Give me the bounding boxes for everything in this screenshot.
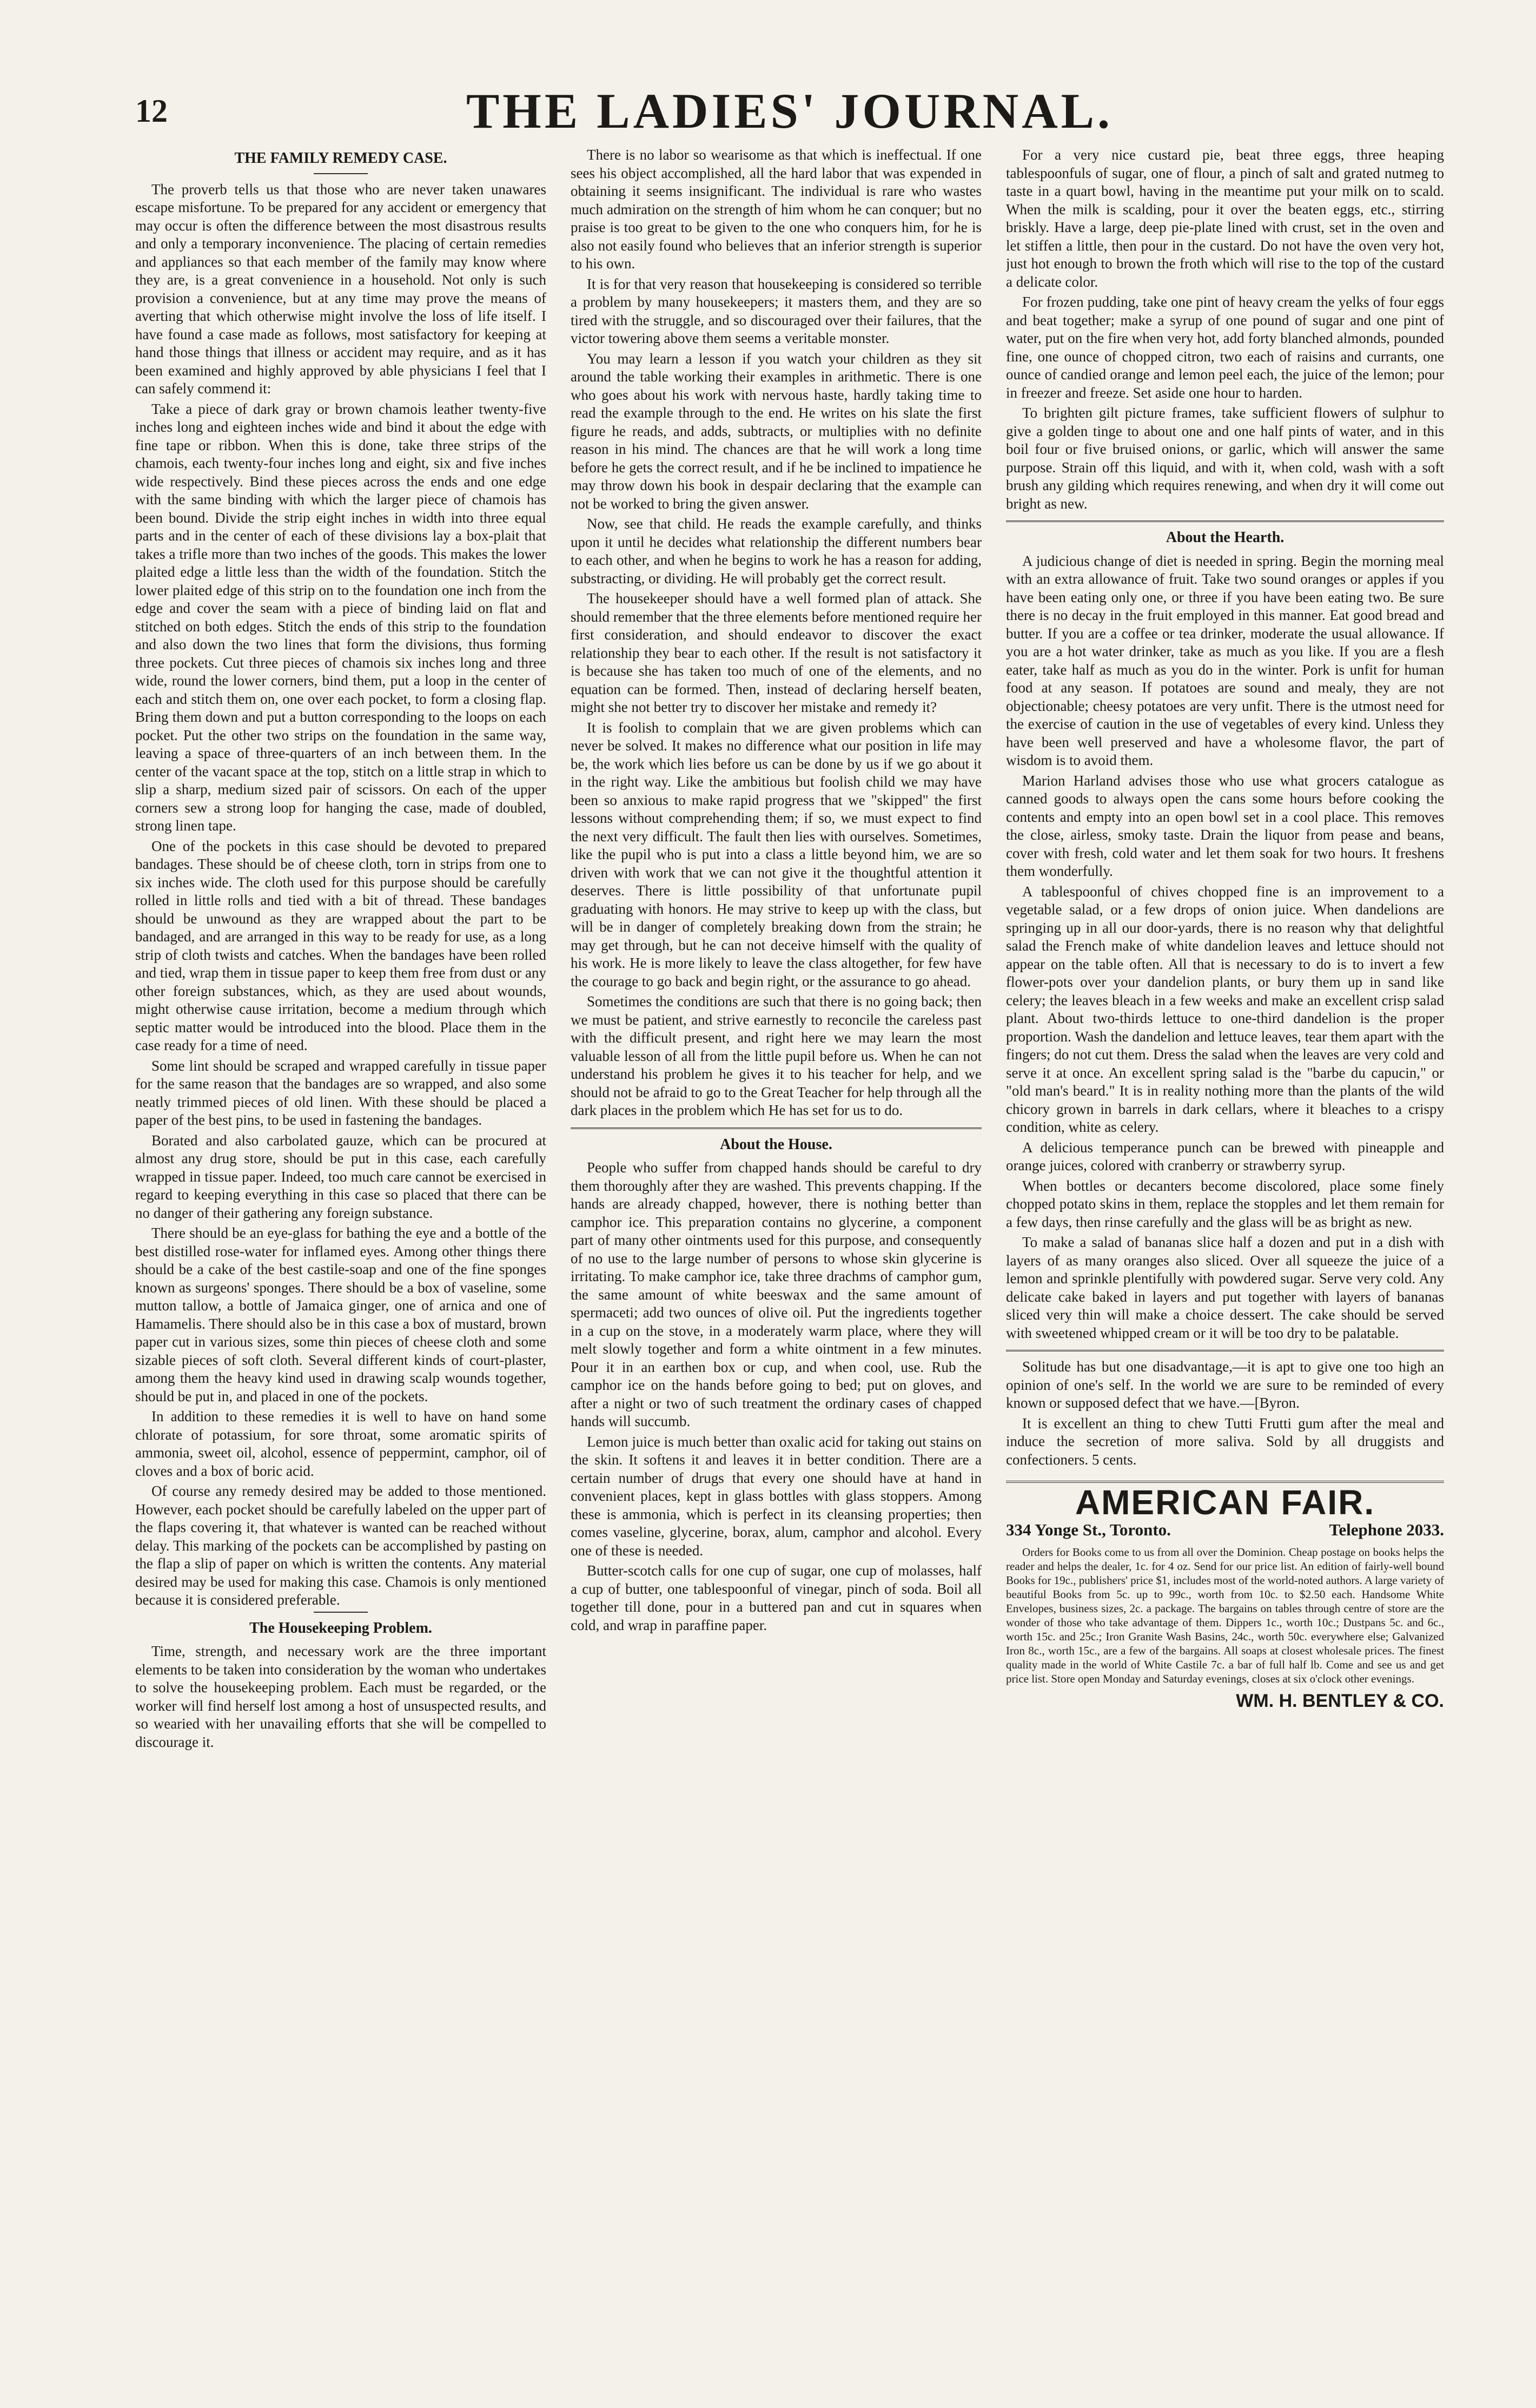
paragraph: People who suffer from chapped hands should be careful to dry them thoroughly after they are washed. This prevents chapping. If the hands are already chapped, however, there is nothing better than camphor ice. This preparation contains no glycerine, a component part of many other ointments used for this purpose, and consequently of no use to the large number of persons to whose skin glycerine is irritating. To make camphor ice, take three drachms of camphor gum, the same amount of white beeswax and the same amount of spermaceti; add two ounces of olive oil. Put the ingredients together in a cup on the stove, in a moderately warm place, where they will melt slowly together and form a white ointment in a few minutes. Pour it in an earthen box or cup, and when cool, use. Rub the camphor ice on the hands before going to bed; put on gloves, and after a night or two of such treatment the ordinary cases of chapped hands will succumb.	[571, 1159, 982, 1429]
journal-title: THE LADIES' JOURNAL.	[466, 83, 1114, 138]
paragraph: Now, see that child. He reads the example carefully, and thinks upon it until he decides what relationship the different numbers bear to each other, and when he begins to work he has a reason for adding, substracting, or dividing. He will probably get the correct result.	[571, 516, 982, 586]
section-rule	[314, 1612, 368, 1613]
article-heading-housekeeping-problem: The Housekeeping Problem.	[249, 1619, 432, 1637]
paragraph: For frozen pudding, take one pint of heavy cream the yelks of four eggs and beat together; make a syrup of one pound of sugar and one pint of water, put on the fire when very hot, add forty blanched almonds, pounded fine, one ounce of chopped citron, two each of raisins and currants, one ounce of candied orange and lemon peel each, the juice of the lemon; pour in freezer and freeze. Set aside one hour to harden.	[1006, 294, 1444, 401]
masthead	[135, 81, 1444, 141]
paragraph: Solitude has but one disadvantage,—it is apt to give one too high an opinion of one's self. In the world we are sure to be reminded of every known or supposed defect that we have.—[Byron.	[1006, 1358, 1444, 1411]
paragraph: When bottles or decanters become discolored, place some finely chopped potato skins in them, replace the stopples and let them remain for a few days, then rinse carefully and the glass will be as bright as new.	[1006, 1177, 1444, 1230]
paragraph: Sometimes the conditions are such that there is no going back; then we must be patient, and strive earnestly to reconcile the careless past with the difficult present, and right here we may learn the most valuable lesson of all from the little pupil before us. When he can not understand his problem he gives it to his teacher for help, and we should not be afraid to go to the Great Teacher for help through all the dark places in the problem which He has set for us to do.	[571, 993, 982, 1118]
paragraph: In addition to these remedies it is well to have on hand some chlorate of potassium, for sore throat, some aromatic spirits of ammonia, sweet oil, alcohol, essence of peppermint, camphor, oil of cloves and a box of boric acid.	[135, 1408, 546, 1479]
ad-address: 334 Yonge St., Toronto.	[1006, 1520, 1171, 1539]
paragraph: Take a piece of dark gray or brown chamois leather twenty-five inches long and eighteen inches wide and bind it about the edge with fine tape or ribbon. When this is done, take three strips of the chamois, each twenty-four inches long and eight, six and five inches wide respectively. Bind these pieces across the ends and one edge with the same binding with which the larger piece of chamois has been bound. Divide the strip eight inches in width into three equal parts and in the center of each of these divisions lay a box-plait that takes a trifle more than two inches of the goods. This makes the lower plaited edge a little less than the width of the foundation. Stitch the lower plaited edge of this strip on to the foundation one inch from the edge and cover the seam with a piece of binding laid on flat and stitched on both edges. Stitch the ends of this strip to the foundation and also down the two lines that form the divisions, thus forming three pockets. Cut three pieces of chamois six inches long and three wide, round the lower corners, bind them, put a loop in the center of each and stitch them on, one over each pocket, to form a closing flap. Bring them down and put a button corresponding to the loops on each pocket. Put the other two strips on the foundation in the same way, leaving a space of three-quarters of an inch between them. In the center of the vacant space at the top, stitch on a little strap in which to slip a sharp, medium sized pair of scissors. On each of the upper corners sew a strong loop for hanging the case, made of doubled, strong linen tape.	[135, 400, 546, 834]
paragraph: For a very nice custard pie, beat three eggs, three heaping tablespoonfuls of sugar, one of flour, a pinch of salt and grated nutmeg to taste in a quart bowl, having in the meantime put your milk on to scald. When the milk is scalding, pour it over the beaten eggs, etc., stirring briskly. Have a large, deep pie-plate lined with crust, set in the oven and let stiffen a little, then pour in the custard. Do not have the oven very hot, just hot enough to brown the froth which will rise to the top of the custard a delicate color.	[1006, 147, 1444, 290]
section-rule	[1006, 520, 1444, 522]
paragraph: There is no labor so wearisome as that which is ineffectual. If one sees his object accomplished, all the hard labor that was expended in obtaining it seems insignificant. The individual is rare who wastes much admiration on the strength of him whom he can conquer; but no praise is too great to be given to the one who conquers him, for he is also not easily found who believes that an inferior strength is superior to his own.	[571, 147, 982, 272]
paragraph: The proverb tells us that those who are never taken unawares escape misfortune. To be prepared for any accident or emergency that may occur is often the difference between the most disastrous results and only a temporary inconvenience. The placing of certain remedies and appliances so that each member of the family may know where they are, is a great convenience in a household. Not only is such provision a convenience, but at any time may prove the means of averting that which otherwise might involve the loss of life itself. I have found a case made as follows, most satisfactory for keeping at hand those things that illness or accident may require, and as it has been examined and highly approved by able physicians I feel that I can safely commend it:	[135, 181, 546, 397]
paragraph: Borated and also carbolated gauze, which can be procured at almost any drug store, should be put in this case, each carefully wrapped in tissue paper. Indeed, too much care cannot be exercised in regard to keeping everything in this case so placed that there can be no danger of their gathering any foreign substance.	[135, 1132, 546, 1221]
paragraph: To make a salad of bananas slice half a dozen and put in a dish with layers of as many oranges also sliced. Over all squeeze the juice of a lemon and sprinkle plentifully with powdered sugar. Serve very cold. Any delicate cake baked in layers and put together with layers of bananas sliced very thin will make a choice dessert. The cake should be served with sweetened whipped cream or it will be too dry to be palatable.	[1006, 1234, 1444, 1341]
paragraph: A tablespoonful of chives chopped fine is an improvement to a vegetable salad, or a few drops of onion juice. When dandelions are springing up in all our door-yards, there is no reason why that delightful salad the French make of white dandelion leaves and lettuce should not appear on the table often. All that is necessary to do is to invert a few flower-pots over your dandelion plants, or bury them up in sand like celery; the leaves bleach in a few weeks and make an excellent crisp salad plant. About two-thirds lettuce to one-third dandelion is the proper proportion. Wash the dandelion and lettuce leaves, tear them apart with the fingers; do not cut them. Dress the salad when the leaves are very cold and serve it at once. An excellent spring salad is the "barbe du capucin," or "old man's beard." It is in reality nothing more than the plants of the wild chicory grown in barrels in dark cellars, where it bleaches to a crispy condition, white as celery.	[1006, 883, 1444, 1135]
column-3	[1006, 146, 1444, 2364]
ad-contact-line	[1006, 1521, 1444, 1539]
article-heading-family-remedy-case: THE FAMILY REMEDY CASE.	[234, 150, 447, 167]
paragraph: To brighten gilt picture frames, take sufficient flowers of sulphur to give a golden tinge to about one and one half pints of water, and in this boil four or five bruised onions, or garlic, which will answer the same purpose. Strain off this liquid, and with it, when cold, wash with a soft brush any gilding which requires renewing, and when dry it will come out bright as new.	[1006, 405, 1444, 512]
paragraph: Marion Harland advises those who use what grocers catalogue as canned goods to always open the cans some hours before cooking the contents and empty into an open bowl set in a cool place. This removes the close, airless, smoky taste. Drain the liquor from pease and beans, cover with fresh, cold water and let them soak for two hours. It freshens them wonderfully.	[1006, 772, 1444, 879]
paragraph: There should be an eye-glass for bathing the eye and a bottle of the best distilled rose-water for inflamed eyes. Among other things there should be a cake of the best castile-soap and one of the fine sponges known as surgeons' sponges. There should be a box of vaseline, some mutton tallow, a bottle of Jamaica ginger, one of arnica and one of Hamamelis. There should also be in this case a box of mustard, brown paper cut in various sizes, some thin pieces of cheese cloth and some sizable pieces of soft cloth. Several different kinds of court-plaster, among them the heavy kind used in drawing scalp wounds together, should be put in, and placed in one of the pockets.	[135, 1225, 546, 1404]
paragraph: It is excellent an thing to chew Tutti Frutti gum after the meal and induce the secretion of more saliva. Sold by all druggists and confectioners. 5 cents.	[1006, 1415, 1444, 1468]
paragraph: The housekeeper should have a well formed plan of attack. She should remember that the three elements before mentioned require her first consideration, and should endeavor to discover the exact relationship they bear to each other. If the result is not satisfactory it is because she has taken too much of one of the elements, and no equation can be formed. Then, instead of declaring herself beaten, might she not better try to discover her mistake and remedy it?	[571, 590, 982, 715]
paragraph: Butter-scotch calls for one cup of sugar, one cup of molasses, half a cup of butter, one tablespoonful of vinegar, pinch of soda. Boil all together till done, pour in a buttered pan and cut in squares when cold, and wrap in paraffine paper.	[571, 1562, 982, 1633]
paragraph: It is foolish to complain that we are given problems which can never be solved. It makes no difference what our position in life may be, the work which lies before us can be done by us if we go about it in the right way. Like the ambitious but foolish child we may have been so anxious to make rapid progress that we "skipped" the first lessons without comprehending them; if so, we must expect to find the next very difficult. The fault then lies with ourselves. Sometimes, like the pupil who is put into a class a little beyond him, we are so driven with work that we can not give it the thoughtful attention it deserves. There is little possibility of that unfortunate pupil graduating with honors. He may strive to keep up with the class, but will be in danger of completely breaking down from the strain; he may get through, but he can not deceive himself with the quality of his work. He is more likely to leave the class altogether, for few have the courage to go back and begin right, or the assurance to go ahead.	[571, 719, 982, 989]
ad-body-text: Orders for Books come to us from all over the Dominion. Cheap postage on books helps the reader and helps the dealer, 1c. for 4 oz. Send for our price list. An edition of fairly-well bound Books for 19c., publishers' price $1, includes most of the world-noted authors. A large variety of beautiful Books from 5c. up to 99c., worth from 10c. to $2.50 each. Handsome White Envelopes, business sizes, 2c. a package. The bargains on tables through centre of store are the wonder of those who take advantage of them. Dippers 1c., worth 10c.; Dustpans 5c. and 6c., worth 15c. and 25c.; Iron Granite Wash Basins, 24c., worth 50c. everywhere else; Galvanized Iron 8c., worth 15c., are a few of the bargains. All soaps at closest wholesale prices. The finest quality made in the world of White Castile 7c. a bar of full half lb. Come and see us and get price list. Store open Monday and Saturday evenings, closes at six o'clock other evenings.	[1006, 1546, 1444, 1685]
paragraph: Lemon juice is much better than oxalic acid for taking out stains on the skin. It softens it and leaves it in better condition. There are a certain number of drugs that every one should have at hand in convenient places, kept in glass bottles with glass stoppers. Among these is ammonia, which is perfect in its cleansing properties; then comes vaseline, glycerine, borax, alum, camphor and alcohol. Every one of these is needed.	[571, 1433, 982, 1559]
column-1	[135, 146, 546, 2364]
ad-signature: WM. H. BENTLEY & CO.	[1236, 1691, 1444, 1711]
paragraph: It is for that very reason that housekeeping is considered so terrible a problem by many housekeepers; it masters them, and they are so tired with the struggle, and so discouraged over their failures, that the victor towering above them seems a veritable monster.	[571, 275, 982, 346]
article-heading-about-the-house: About the House.	[720, 1136, 832, 1153]
section-rule	[1006, 1350, 1444, 1351]
paragraph: Time, strength, and necessary work are the three important elements to be taken into consideration by the woman who undertakes to solve the housekeeping problem. Each must be regarded, or the worker will find herself lost among a host of unsuspected results, and so wearied with her unavailing efforts that she will be compelled to discourage it.	[135, 1643, 546, 1750]
advertisement-american-fair	[1006, 1481, 1444, 1711]
paragraph: Some lint should be scraped and wrapped carefully in tissue paper for the same reason that the bandages are so wrapped, and also some neatly trimmed pieces of old linen. With these should be placed a paper of the best pins, to be used in fastening the bandages.	[135, 1057, 546, 1128]
paragraph: Of course any remedy desired may be added to those mentioned. However, each pocket should be carefully labeled on the upper part of the flaps covering it, that whatever is wanted can be reached without delay. This marking of the pockets can be accomplished by pasting on the flap a slip of paper on which is written the contents. Any material desired may be used for making this case. Chamois is only mentioned because it is considered preferable.	[135, 1483, 546, 1608]
paragraph: A delicious temperance punch can be brewed with pineapple and orange juices, colored with cranberry or strawberry syrup.	[1006, 1139, 1444, 1173]
article-heading-about-the-hearth: About the Hearth.	[1166, 529, 1285, 546]
ad-store-name: AMERICAN FAIR.	[1075, 1483, 1375, 1522]
page-number: 12	[135, 93, 168, 129]
column-2	[571, 146, 982, 2364]
paragraph: One of the pockets in this case should be devoted to prepared bandages. These should be of cheese cloth, torn in strips from one to six inches wide. The cloth used for this purpose should be carefully rolled in little rolls and tied with a bit of thread. These bandages should be unwound as they are wrapped about the part to be bandaged, and are arranged in this way to be ready for use, as a long strip of cloth twists and catches. When the bandages have been rolled and tied, wrap them in tissue paper to keep them free from dust or any other foreign substances, which, as they are used about wounds, might otherwise cause irritation, become a medium through which septic matter would be introduced into the blood. Place them in the case ready for a time of need.	[135, 837, 546, 1053]
heading-rule	[314, 173, 368, 174]
paragraph: You may learn a lesson if you watch your children as they sit around the table working their examples in arithmetic. There is one who goes about his work with nervous haste, hardly taking time to read the example through to the end. He writes on his slate the first figure he reads, and adds, subtracts, or multiplies with no definite reason in his mind. The chances are that he will work a long time before he gets the correct result, and if he be inclined to impatience he may throw down his book in despair declaring that the example can not be worked to bring the given answer.	[571, 350, 982, 512]
paragraph: A judicious change of diet is needed in spring. Begin the morning meal with an extra allowance of fruit. Take two sound oranges or apples if you have been eating only one, or three if you have been eating two. Be sure there is no decay in the fruit employed in this manner. Eat good bread and butter. If you are a coffee or tea drinker, moderate the usual allowance. If you are a hot water drinker, take as much as you like. If you are a flesh eater, take half as much as you do in the winter. Pork is unfit for human food at any season. If potatoes are sound and mealy, they are not objectionable; cheesy potatoes are very unfit. There is the utmost need for the exercise of caution in the use of vegetables of every kind. Unless they have been well preserved and have a wholesome flavor, the part of wisdom is to avoid them.	[1006, 552, 1444, 768]
ad-telephone: Telephone 2033.	[1329, 1520, 1444, 1539]
section-rule	[571, 1127, 982, 1129]
